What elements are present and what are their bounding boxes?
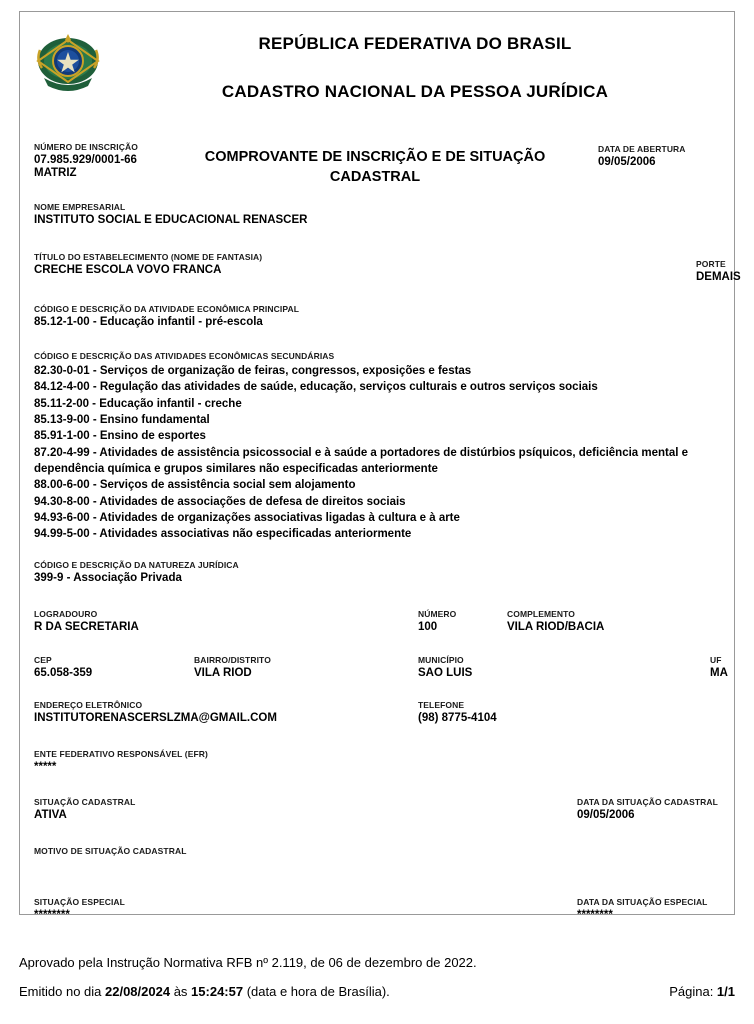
- data-situacao-especial-value: ********: [577, 909, 613, 921]
- list-item: 94.99-5-00 - Atividades associativas não especificadas anteriormente: [34, 528, 412, 541]
- natureza-juridica-label: CÓDIGO E DESCRIÇÃO DA NATUREZA JURÍDICA: [34, 560, 239, 570]
- field-atividade-principal: [34, 304, 299, 328]
- field-data-abertura: [598, 144, 686, 168]
- numero-inscricao-type: MATRIZ: [34, 167, 77, 179]
- field-endereco-eletronico: [34, 700, 277, 724]
- field-cep: [34, 655, 92, 679]
- field-municipio: [418, 655, 472, 679]
- bairro-label: BAIRRO/DISTRITO: [194, 655, 271, 665]
- field-numero: [418, 609, 456, 633]
- nome-empresarial-value: INSTITUTO SOCIAL E EDUCACIONAL RENASCER: [34, 214, 308, 226]
- list-item: 82.30-0-01 - Serviços de organização de feiras, congressos, exposições e festas: [34, 365, 472, 377]
- page-value: 1/1: [716, 984, 735, 999]
- issued-mid: às: [170, 984, 192, 999]
- titulo-estabelecimento-value: CRECHE ESCOLA VOVO FRANCA: [34, 264, 222, 276]
- endereco-eletronico-value: INSTITUTORENASCERSLZMA@GMAIL.COM: [34, 712, 277, 724]
- field-data-situacao-cadastral: [577, 797, 718, 821]
- field-natureza-juridica: [34, 560, 239, 584]
- titulo-estabelecimento-label: TÍTULO DO ESTABELECIMENTO (NOME DE FANTASIA): [34, 252, 263, 262]
- efr-value: *****: [34, 761, 57, 773]
- atividades-secundarias-label: CÓDIGO E DESCRIÇÃO DAS ATIVIDADES ECONÔMICAS SECUNDÁRIAS: [34, 351, 335, 361]
- page-number: [669, 984, 735, 999]
- natureza-juridica-value: 399-9 - Associação Privada: [34, 572, 182, 584]
- logradouro-value: R DA SECRETARIA: [34, 621, 139, 633]
- bairro-value: VILA RIOD: [194, 667, 252, 679]
- motivo-situacao-cadastral-label: MOTIVO DE SITUAÇÃO CADASTRAL: [34, 846, 187, 856]
- cnpj-document-page: [19, 11, 741, 921]
- issued-prefix: Emitido no dia: [19, 984, 105, 999]
- numero-inscricao-value: 07.985.929/0001-66: [34, 154, 137, 166]
- nome-empresarial-label: NOME EMPRESARIAL: [34, 202, 126, 212]
- issued-time: 15:24:57: [191, 984, 244, 999]
- field-situacao-cadastral: [34, 797, 135, 821]
- field-complemento: [507, 609, 604, 633]
- issued-date: 22/08/2024: [105, 984, 171, 999]
- field-situacao-especial: [34, 897, 125, 921]
- field-porte: [696, 259, 741, 283]
- data-abertura-value: 09/05/2006: [598, 156, 656, 168]
- atividades-secundarias-list: [34, 363, 714, 543]
- data-situacao-especial-label: DATA DA SITUAÇÃO ESPECIAL: [577, 897, 708, 907]
- field-logradouro: [34, 609, 139, 633]
- field-nome-empresarial: [34, 202, 307, 226]
- list-item: 87.20-4-99 - Atividades de assistência psicossocial e à saúde a portadores de distúrbios psíquicos, deficiência mental e dependência química e grupos similares não especificadas anteriormente: [34, 446, 689, 475]
- field-motivo-situacao-cadastral: [34, 846, 187, 858]
- list-item: 88.00-6-00 - Serviços de assistência social sem alojamento: [34, 479, 356, 492]
- field-telefone: [418, 700, 497, 724]
- field-efr: [34, 749, 208, 773]
- field-titulo-estabelecimento: [34, 252, 262, 276]
- telefone-value: (98) 8775-4104: [418, 712, 497, 724]
- field-uf: [710, 655, 728, 679]
- data-situacao-cadastral-value: 09/05/2006: [577, 809, 635, 821]
- document-footer: [19, 955, 735, 999]
- complemento-label: COMPLEMENTO: [507, 609, 576, 619]
- cep-label: CEP: [34, 655, 52, 665]
- page-label: Página:: [669, 984, 717, 999]
- cnpj-title: CADASTRO NACIONAL DA PESSOA JURÍDICA: [221, 82, 609, 101]
- porte-label: PORTE: [696, 259, 726, 269]
- list-item: 94.30-8-00 - Atividades de associações de defesa de direitos sociais: [34, 495, 406, 508]
- telefone-label: TELEFONE: [418, 700, 465, 710]
- field-atividades-secundarias: [34, 351, 714, 543]
- list-item: 85.91-1-00 - Ensino de esportes: [34, 430, 206, 443]
- logradouro-label: LOGRADOURO: [34, 609, 98, 619]
- situacao-cadastral-value: ATIVA: [34, 809, 67, 821]
- republic-title: REPÚBLICA FEDERATIVA DO BRASIL: [258, 34, 572, 53]
- situacao-especial-value: ********: [34, 909, 70, 921]
- atividade-principal-value: 85.12-1-00 - Educação infantil - pré-escola: [34, 316, 263, 328]
- cep-value: 65.058-359: [34, 667, 93, 679]
- list-item: 84.12-4-00 - Regulação das atividades de saúde, educação, serviços culturais e outros serviços sociais: [34, 381, 598, 394]
- complemento-value: VILA RIOD/BACIA: [507, 621, 605, 633]
- numero-label: NÚMERO: [418, 609, 457, 619]
- porte-value: DEMAIS: [696, 271, 741, 283]
- data-situacao-cadastral-label: DATA DA SITUAÇÃO CADASTRAL: [577, 797, 718, 807]
- issue-line: [19, 984, 735, 999]
- field-data-situacao-especial: [577, 897, 707, 921]
- brazil-coat-of-arms-icon: [34, 30, 102, 98]
- uf-value: MA: [710, 667, 728, 679]
- list-item: 85.13-9-00 - Ensino fundamental: [34, 413, 210, 426]
- comprovante-title: COMPROVANTE DE INSCRIÇÃO E DE SITUAÇÃO CADASTRAL: [204, 149, 546, 185]
- data-abertura-label: DATA DE ABERTURA: [598, 144, 686, 154]
- efr-label: ENTE FEDERATIVO RESPONSÁVEL (EFR): [34, 749, 208, 759]
- list-item: 94.93-6-00 - Atividades de organizações associativas ligadas à cultura e à arte: [34, 511, 460, 524]
- document-header: [110, 34, 720, 102]
- uf-label: UF: [710, 655, 722, 665]
- endereco-eletronico-label: ENDEREÇO ELETRÔNICO: [34, 700, 143, 710]
- issued-suffix: (data e hora de Brasília).: [243, 984, 390, 999]
- approval-text: Aprovado pela Instrução Normativa RFB nº 2.119, de 06 de dezembro de 2022.: [19, 955, 477, 970]
- municipio-value: SAO LUIS: [418, 667, 473, 679]
- situacao-cadastral-label: SITUAÇÃO CADASTRAL: [34, 797, 136, 807]
- municipio-label: MUNICÍPIO: [418, 655, 464, 665]
- atividade-principal-label: CÓDIGO E DESCRIÇÃO DA ATIVIDADE ECONÔMICA PRINCIPAL: [34, 304, 299, 314]
- numero-value: 100: [418, 621, 438, 633]
- situacao-especial-label: SITUAÇÃO ESPECIAL: [34, 897, 125, 907]
- field-bairro: [194, 655, 271, 679]
- field-numero-inscricao: [34, 142, 138, 179]
- list-item: 85.11-2-00 - Educação infantil - creche: [34, 397, 242, 410]
- numero-inscricao-label: NÚMERO DE INSCRIÇÃO: [34, 142, 138, 152]
